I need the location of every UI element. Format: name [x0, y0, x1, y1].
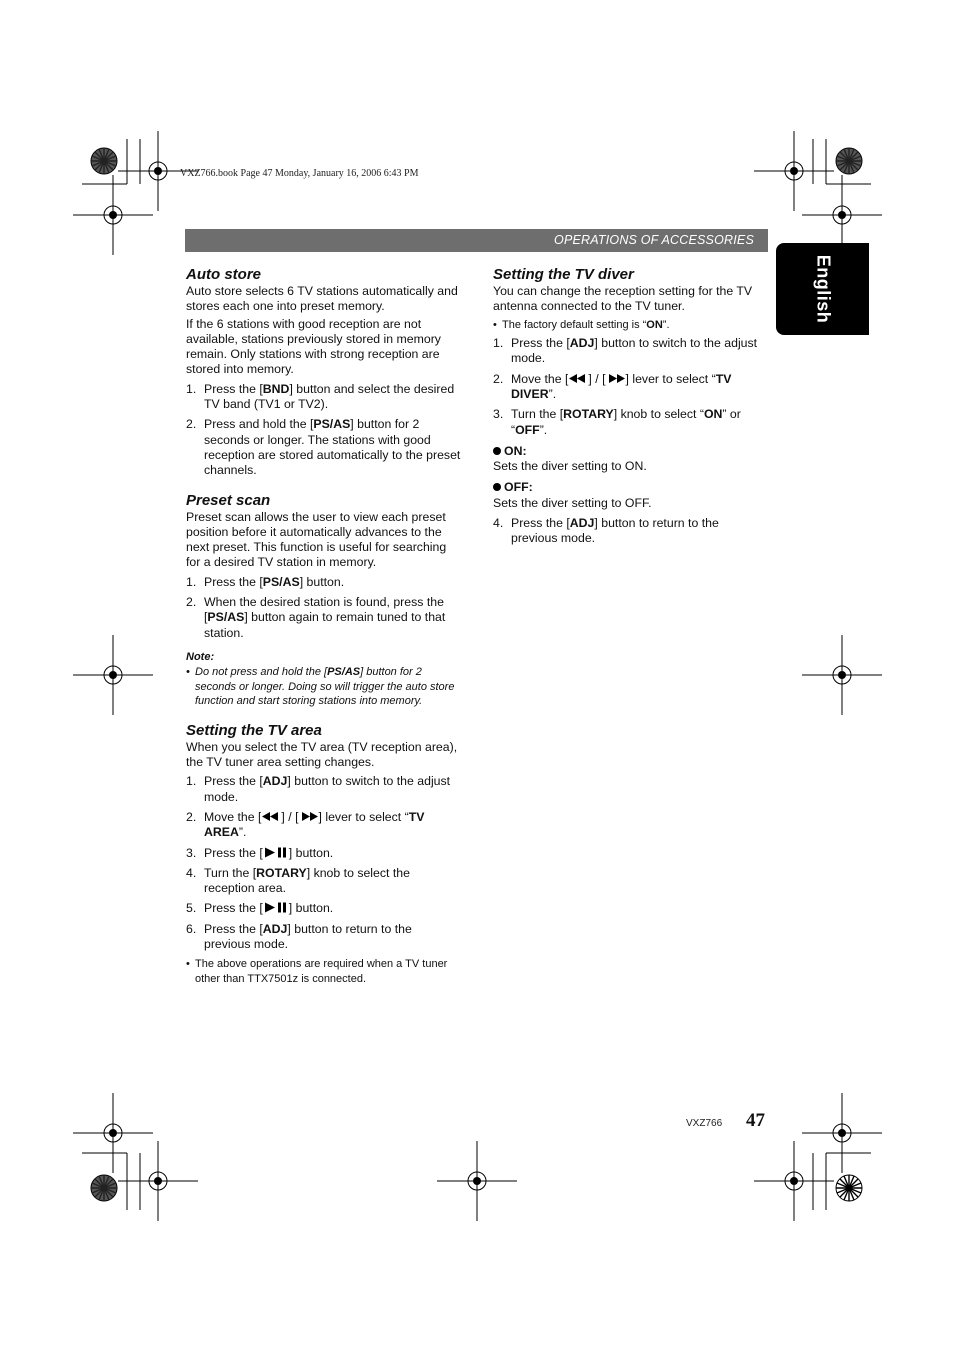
fast-forward-icon	[606, 373, 626, 384]
step-item: 6. Press the [ADJ] button to return to the previous mode.	[186, 921, 412, 951]
auto-store-steps	[186, 382, 461, 479]
preset-scan-steps	[186, 575, 461, 641]
step-item: 1. Press the [BND] button and select the desired TV band (TV1 or TV2).	[186, 381, 455, 412]
step-item: 2. When the desired station is found, press the [PS/AS] button again to remain tuned to that station.	[186, 595, 446, 640]
language-tab	[776, 243, 869, 335]
step-item: 1. Press the [PS/AS] button.	[186, 574, 345, 589]
section-header-bar	[185, 229, 768, 252]
preset-scan-heading: Preset scan	[186, 491, 271, 509]
note-label: Note:	[186, 650, 215, 663]
step-item: 4. Press the [ADJ] button to return to the previous mode.	[493, 516, 719, 546]
play-pause-icon	[263, 902, 289, 913]
auto-store-paragraph: Auto store selects 6 TV stations automatically and stores each one into preset memory.	[186, 284, 458, 314]
option-on-text: Sets the diver setting to ON.	[493, 459, 647, 474]
rewind-icon	[568, 373, 588, 384]
left-column	[186, 266, 461, 986]
language-tab-label: English	[813, 254, 834, 324]
footer-model: VXZ766	[686, 1118, 723, 1129]
step-item: 3. Turn the [ROTARY] knob to select “ON” or “OFF”.	[493, 407, 741, 437]
step-item: 2. Move the [ ] / [ ] lever to select “TV DIVER”.	[493, 371, 732, 401]
tv-diver-default-note: • The factory default setting is “ON”.	[493, 318, 768, 333]
tv-diver-paragraph: You can change the reception setting for the TV antenna connected to the TV tuner.	[493, 284, 753, 314]
auto-store-section	[186, 266, 461, 479]
preset-scan-section	[186, 492, 461, 709]
step-item: 4. Turn the [ROTARY] knob to select the reception area.	[186, 865, 410, 896]
rewind-icon	[261, 811, 281, 822]
play-pause-icon	[263, 847, 289, 858]
right-column	[493, 266, 768, 552]
preset-scan-paragraph: Preset scan allows the user to view each preset position before it automatically advances to the next preset. This function is useful for searching for a desired TV station in memory.	[186, 509, 447, 570]
tv-diver-steps	[493, 336, 768, 438]
option-off-label: OFF:	[493, 480, 768, 495]
section-header-title: OPERATIONS OF ACCESSORIES	[554, 233, 754, 247]
step-item: 5. Press the [ ] button.	[186, 901, 334, 916]
tv-diver-steps-continued	[493, 516, 768, 547]
file-info: VXZ766.book Page 47 Monday, January 16, 2006 6:43 PM	[180, 168, 419, 179]
tv-area-paragraph: When you select the TV area (TV reception area), the TV tuner area setting changes.	[186, 739, 458, 770]
option-off-text: Sets the diver setting to OFF.	[493, 495, 652, 510]
auto-store-heading: Auto store	[186, 266, 261, 283]
bullet-dot-icon	[493, 447, 501, 455]
auto-store-paragraph: If the 6 stations with good reception are not available, stations previously stored in memory remain. Only stations with strong reception are stored into memory.	[186, 316, 441, 377]
page-number: 47	[746, 1110, 765, 1131]
tv-area-footnote: • The above operations are required when a TV tuner other than TTX7501z is connected.	[186, 957, 461, 986]
step-item: 1. Press the [ADJ] button to switch to the adjust mode.	[493, 336, 758, 366]
note-text: • Do not press and hold the [PS/AS] button for 2 seconds or longer. Doing so will trigger the auto store function and start storing stations into memory.	[186, 665, 461, 709]
step-item: 2. Press and hold the [PS/AS] button for 2 seconds or longer. The stations with good reception are stored automatically to the preset channels.	[186, 417, 461, 478]
step-item: 1. Press the [ADJ] button to switch to the adjust mode.	[186, 774, 451, 804]
bullet-dot-icon	[493, 483, 501, 491]
tv-area-section	[186, 722, 461, 987]
tv-diver-section	[493, 266, 768, 547]
tv-diver-heading: Setting the TV diver	[493, 266, 634, 283]
tv-area-steps	[186, 774, 461, 952]
step-item: 3. Press the [ ] button.	[186, 845, 334, 860]
option-on-label: ON:	[493, 444, 768, 459]
tv-area-heading: Setting the TV area	[186, 721, 322, 739]
step-item: 2. Move the [ ] / [ ] lever to select “TV AREA”.	[186, 809, 425, 840]
fast-forward-icon	[299, 811, 319, 822]
